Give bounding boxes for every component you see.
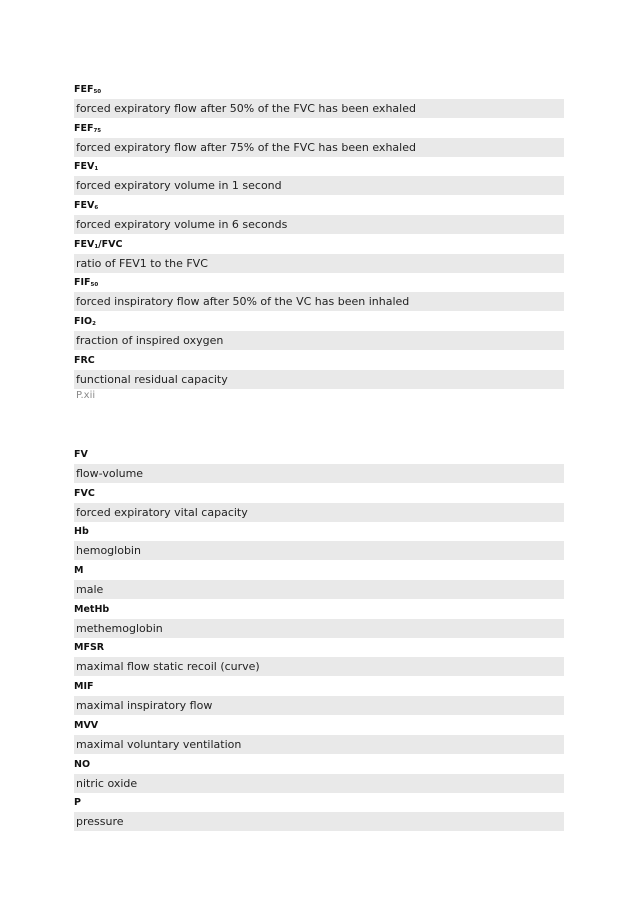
- glossary-entry: [74, 523, 564, 562]
- page-number: P.xii: [76, 390, 96, 401]
- abbreviation-text: MFSR: [74, 642, 105, 654]
- definition: nitric oxide: [74, 774, 564, 793]
- abbreviation-text: FIO: [74, 316, 93, 328]
- abbreviation-text: FEV: [74, 161, 95, 173]
- abbreviation-suffix: /FVC: [98, 238, 123, 250]
- abbreviation-subscript: 1: [94, 166, 99, 173]
- definition: functional residual capacity: [74, 370, 564, 389]
- abbreviation: [74, 236, 564, 254]
- abbreviation-text: MVV: [74, 719, 99, 731]
- glossary-entry: [74, 81, 564, 120]
- definition: methemoglobin: [74, 619, 564, 638]
- glossary-entry: [74, 678, 564, 717]
- abbreviation: [74, 313, 564, 331]
- abbreviation: [74, 158, 564, 176]
- definition: maximal inspiratory flow: [74, 696, 564, 715]
- abbreviation: [74, 81, 564, 99]
- definition: forced expiratory vital capacity: [74, 503, 564, 522]
- abbreviation-subscript: 1: [94, 243, 99, 250]
- glossary-entry: [74, 562, 564, 601]
- abbreviation: [74, 446, 564, 464]
- abbreviation-text: M: [74, 565, 84, 577]
- abbreviation-text: NO: [74, 758, 91, 770]
- definition: ratio of FEV1 to the FVC: [74, 254, 564, 273]
- glossary-entry: [74, 158, 564, 197]
- abbreviation-text: FEV: [74, 200, 95, 212]
- abbreviation-subscript: 6: [94, 205, 99, 212]
- abbreviation-text: MetHb: [74, 603, 110, 615]
- abbreviation-text: P: [74, 797, 81, 809]
- abbreviation: [74, 485, 564, 503]
- definition: maximal flow static recoil (curve): [74, 657, 564, 676]
- definition: forced inspiratory flow after 50% of the VC has been inhaled: [74, 292, 564, 311]
- abbreviation: [74, 523, 564, 541]
- abbreviation: [74, 274, 564, 292]
- glossary-entry: [74, 446, 564, 485]
- abbreviation-subscript: 75: [93, 127, 102, 134]
- definition: forced expiratory volume in 1 second: [74, 176, 564, 195]
- glossary-entry: [74, 274, 564, 313]
- abbreviation-subscript: 2: [92, 321, 96, 328]
- abbreviation: [74, 756, 564, 774]
- glossary-entry: [74, 120, 564, 159]
- abbreviation-text: FEV: [74, 238, 95, 250]
- glossary-entry: [74, 794, 564, 833]
- abbreviation-subscript: 50: [93, 89, 102, 95]
- glossary-entry: [74, 313, 564, 352]
- abbreviation-subscript: 50: [90, 282, 99, 289]
- definition: forced expiratory volume in 6 seconds: [74, 215, 564, 234]
- definition: maximal voluntary ventilation: [74, 735, 564, 754]
- abbreviation-text: FV: [74, 449, 88, 460]
- abbreviation: [74, 120, 564, 138]
- abbreviation: [74, 639, 564, 657]
- definition: fraction of inspired oxygen: [74, 331, 564, 350]
- definition: male: [74, 580, 564, 599]
- abbreviation-text: Hb: [74, 526, 89, 538]
- abbreviation: [74, 352, 564, 370]
- definition: flow-volume: [74, 464, 564, 483]
- abbreviation-text: FEF: [74, 84, 94, 95]
- abbreviation-text: FVC: [74, 487, 95, 499]
- glossary-entry: [74, 485, 564, 524]
- definition: forced expiratory flow after 75% of the FVC has been exhaled: [74, 138, 564, 157]
- abbreviation: [74, 562, 564, 580]
- glossary-entry: [74, 601, 564, 640]
- glossary-entry: [74, 717, 564, 756]
- abbreviation-text: FRC: [74, 354, 95, 366]
- glossary-entry: [74, 639, 564, 678]
- abbreviation: [74, 678, 564, 696]
- glossary-section-1: [74, 81, 564, 391]
- abbreviation: [74, 601, 564, 619]
- abbreviation-text: MIF: [74, 681, 94, 693]
- abbreviation: [74, 794, 564, 812]
- definition: pressure: [74, 812, 564, 831]
- glossary-entry: [74, 197, 564, 236]
- abbreviation: [74, 717, 564, 735]
- abbreviation-text: FEF: [74, 122, 94, 134]
- abbreviation-text: FIF: [74, 277, 91, 289]
- glossary-entry: [74, 352, 564, 391]
- glossary-entry: [74, 756, 564, 795]
- glossary-entry: [74, 236, 564, 275]
- definition: forced expiratory flow after 50% of the FVC has been exhaled: [74, 99, 564, 118]
- glossary-section-2: [74, 446, 564, 833]
- definition: hemoglobin: [74, 541, 564, 560]
- abbreviation: [74, 197, 564, 215]
